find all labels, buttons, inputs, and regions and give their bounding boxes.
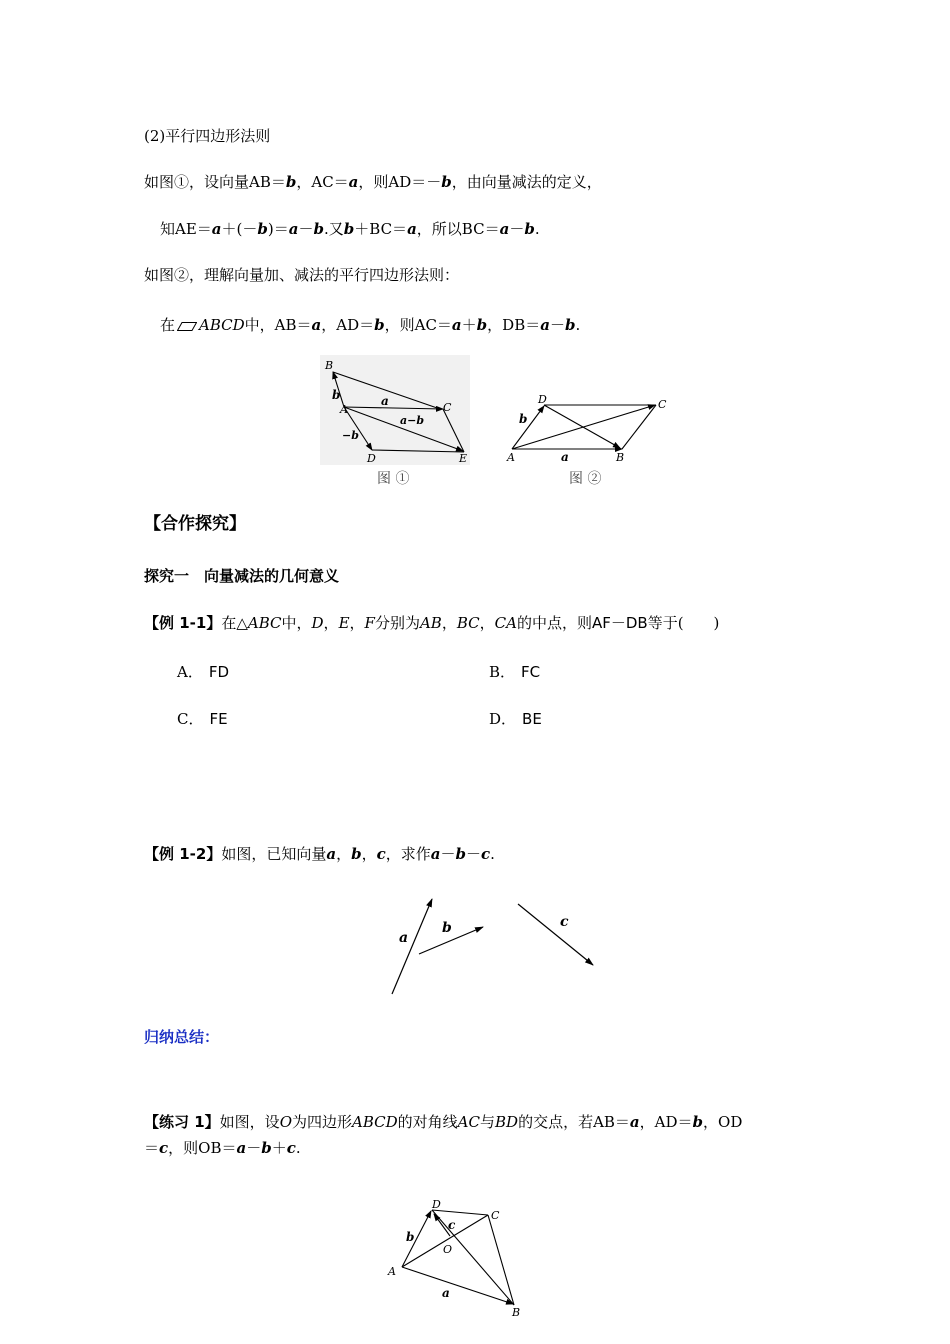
section-title: (2)平行四边形法则 (144, 127, 271, 145)
point-a-label: A (340, 403, 348, 416)
figure-1-caption: 图 ① (377, 471, 410, 487)
label-a-minus-b: a−b (400, 414, 425, 427)
heading-explore-1: 探究一 向量减法的几何意义 (144, 567, 340, 585)
label-c: c (448, 1218, 456, 1232)
option-c[interactable]: C． FE (177, 710, 228, 728)
vector-ab (402, 1267, 513, 1304)
point-d-label: D (432, 1198, 441, 1211)
example-1-2: 【例 1-2】如图，已知向量a，b，c，求作a－b－c. (144, 845, 495, 863)
paragraph-fig2-intro: 如图②，理解向量加、减法的平行四边形法则： (144, 266, 460, 284)
vector-db (544, 405, 620, 448)
point-a-label: A (507, 451, 515, 464)
parallelogram-icon (177, 322, 197, 331)
practice-1-line-1: 【练习 1】如图，设O为四边形ABCD的对角线AC与BD的交点，若AB＝a，AD＝b，OD (144, 1113, 743, 1131)
paragraph-fig1-setup: 如图①，设向量AB＝b，AC＝a，则AD＝－b，由向量减法的定义， (144, 173, 602, 191)
option-a[interactable]: A． FD (177, 663, 230, 681)
point-b-label: B (512, 1306, 521, 1319)
point-a-label: A (388, 1265, 396, 1278)
segment-bc (622, 405, 656, 449)
label-a: a (381, 394, 389, 408)
point-b-label: B (616, 451, 625, 464)
label-b: b (519, 412, 528, 426)
paragraph-parallelogram-rule: 在 ABCD中，AB＝a，AD＝b，则AC＝a＋b，DB＝a－b. (160, 316, 581, 334)
label-b: b (442, 920, 452, 936)
figure-quadrilateral (380, 1192, 530, 1322)
option-b[interactable]: B． FC (489, 663, 541, 681)
label-neg-b: −b (342, 429, 359, 442)
point-d-label: D (367, 452, 376, 465)
paragraph-fig1-conclusion: 知AE＝a＋(－b)＝a－b.又b＋BC＝a，所以BC＝a－b. (160, 220, 540, 238)
point-e-label: E (459, 452, 468, 465)
point-o-label: O (443, 1243, 453, 1256)
example-1-1: 【例 1-1】在△ABC中，D，E，F分别为AB，BC，CA的中点，则AF－DB等于( ) (144, 614, 720, 632)
label-a: a (442, 1286, 450, 1300)
vector-ad (512, 406, 544, 449)
label-b: b (406, 1230, 415, 1244)
vector-a (392, 899, 432, 994)
heading-cooperative-exploration: 【合作探究】 (144, 514, 246, 534)
segment-cb (488, 1215, 514, 1305)
figure-2-caption: 图 ② (569, 471, 602, 487)
label-c: c (560, 914, 569, 930)
point-c-label: C (443, 401, 452, 414)
point-c-label: C (658, 398, 667, 411)
figure-vectors-abc (380, 890, 610, 1000)
figure-1 (320, 355, 472, 490)
figure-2 (502, 390, 672, 490)
vector-c (518, 904, 593, 965)
option-d[interactable]: D． BE (489, 710, 542, 728)
point-c-label: C (491, 1209, 500, 1222)
practice-1-line-2: ＝c，则OB＝a－b＋c. (144, 1139, 301, 1157)
label-a: a (561, 450, 569, 464)
label-a: a (399, 930, 409, 946)
label-b: b (332, 388, 341, 402)
heading-summary: 归纳总结： (144, 1028, 220, 1046)
point-d-label: D (538, 393, 547, 406)
point-b-label: B (325, 359, 334, 372)
